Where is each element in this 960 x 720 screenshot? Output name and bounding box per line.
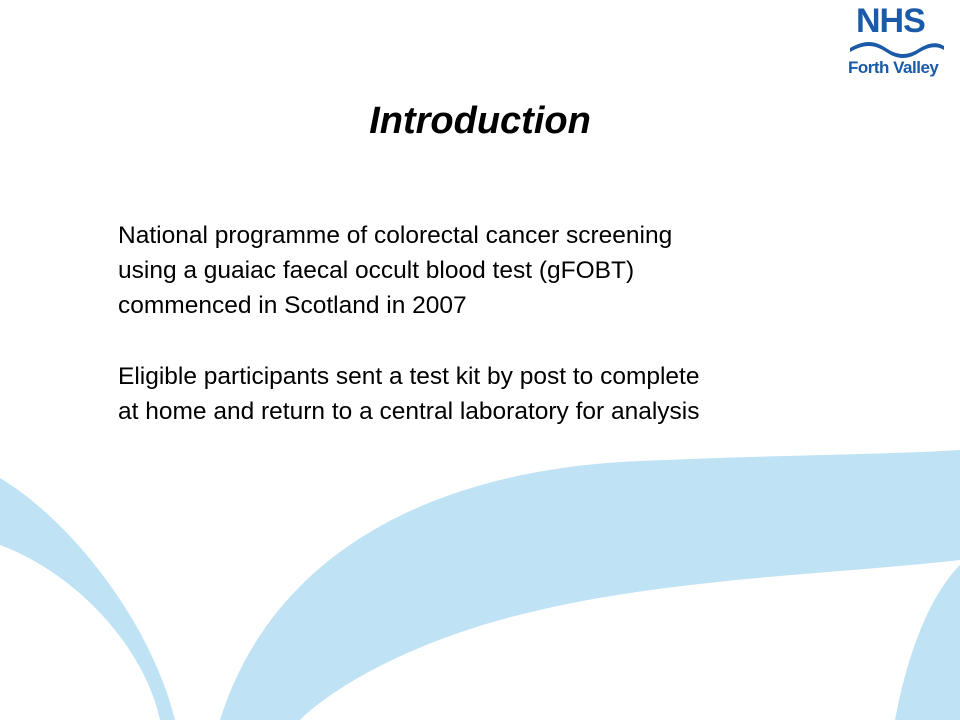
paragraph-programme xyxy=(118,218,898,323)
text-line: National programme of colorectal cancer screening xyxy=(118,222,673,249)
logo-brand-text: NHS xyxy=(856,2,925,40)
nhs-logo xyxy=(842,4,948,84)
logo-wave-icon xyxy=(846,38,946,58)
slide-body xyxy=(118,218,898,429)
text-line: commenced in Scotland in 2007 xyxy=(118,292,467,319)
logo-region-text: Forth Valley xyxy=(848,58,939,77)
slide-title: Introduction xyxy=(369,100,591,142)
left-swoosh-shape xyxy=(0,478,175,720)
paragraph-participants xyxy=(118,359,898,429)
text-line: Eligible participants sent a test kit by post to complete xyxy=(118,363,700,390)
text-line: using a guaiac faecal occult blood test (gFOBT) xyxy=(118,257,635,284)
right-swoosh-shape xyxy=(220,450,960,720)
right-edge-swoosh-shape xyxy=(895,565,960,720)
text-line: at home and return to a central laboratory for analysis xyxy=(118,398,700,425)
